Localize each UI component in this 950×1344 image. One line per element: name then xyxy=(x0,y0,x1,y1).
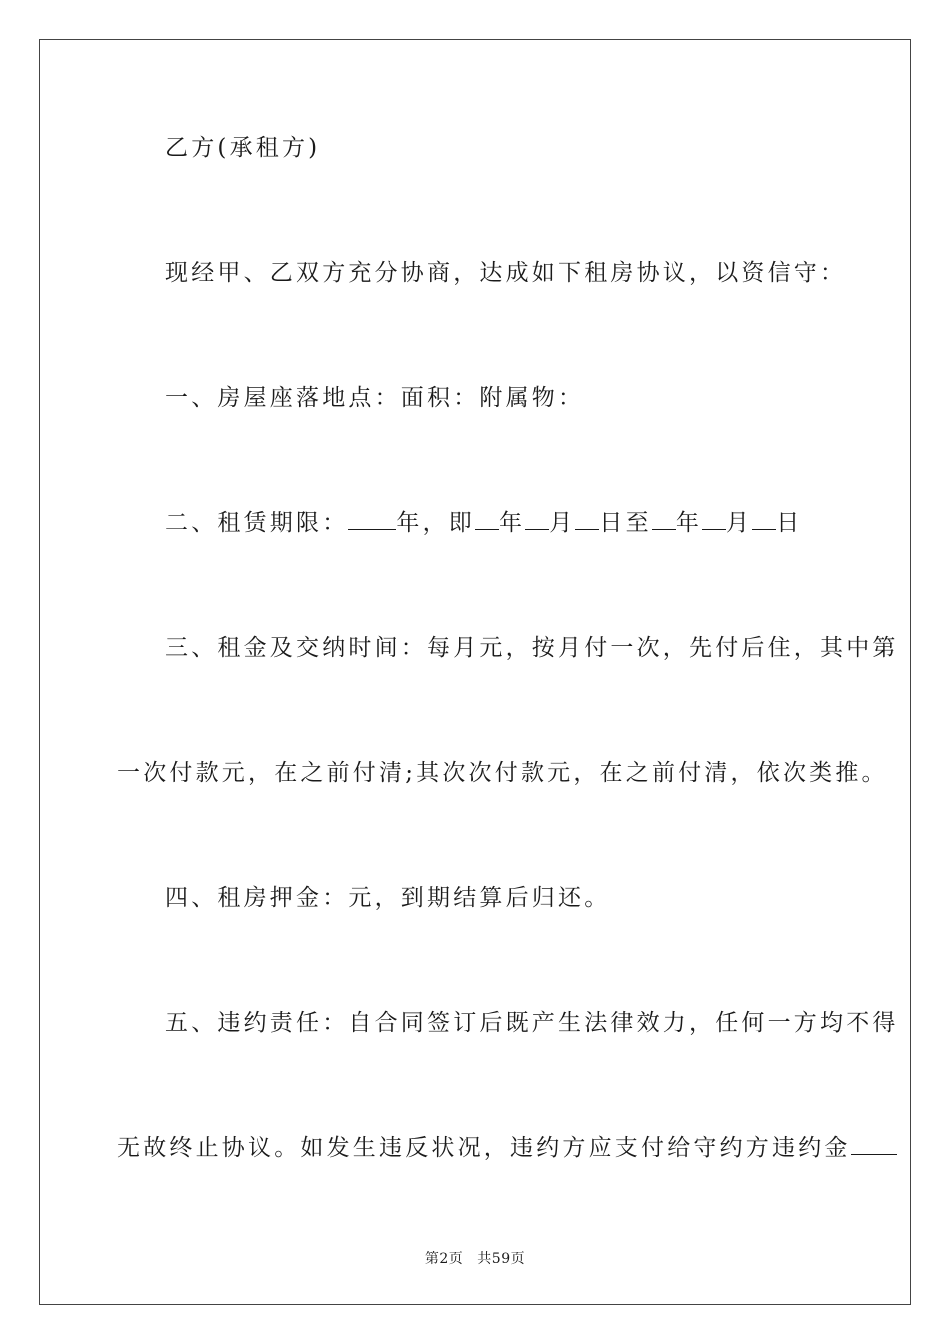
lease-term-text: 日 xyxy=(776,510,803,536)
page-number: 第2页 xyxy=(424,1251,464,1267)
clause-location: 一、房屋座落地点：面积：附属物： xyxy=(165,385,585,411)
blank-penalty xyxy=(851,1134,897,1155)
lease-term-text: 月 xyxy=(726,510,753,536)
page-border xyxy=(39,39,911,1305)
lease-term-text: 年 xyxy=(499,510,526,536)
breach-text: 无故终止协议。如发生违反状况，违约方应支付给守约方违约金 xyxy=(117,1135,851,1161)
blank-start-month xyxy=(525,509,549,530)
blank-start-day xyxy=(575,509,599,530)
clause-deposit: 四、租房押金：元，到期结算后归还。 xyxy=(165,885,611,911)
clause-rent-line-2: 一次付款元，在之前付清;其次次付款元，在之前付清，依次类推。 xyxy=(117,760,888,786)
party-b-line: 乙方(承租方) xyxy=(165,135,321,161)
blank-end-day xyxy=(752,509,776,530)
blank-end-month xyxy=(702,509,726,530)
lease-term-text: 日至 xyxy=(599,510,652,536)
lease-term-text: 月 xyxy=(549,510,576,536)
clause-lease-term xyxy=(165,508,802,538)
lease-term-label: 二、租赁期限： xyxy=(165,510,349,536)
lease-term-text: 年，即 xyxy=(396,510,476,536)
intro-paragraph: 现经甲、乙双方充分协商，达成如下租房协议，以资信守： xyxy=(165,260,847,286)
blank-start-year xyxy=(475,509,499,530)
clause-rent-line-1: 三、租金及交纳时间：每月元，按月付一次，先付后住，其中第 xyxy=(165,635,899,661)
clause-breach-line-1: 五、违约责任：自合同签订后既产生法律效力，任何一方均不得 xyxy=(165,1010,899,1036)
clause-breach-line-2 xyxy=(117,1133,897,1163)
blank-years xyxy=(348,509,396,530)
blank-end-year xyxy=(652,509,676,530)
lease-term-text: 年 xyxy=(675,510,703,536)
page-footer xyxy=(0,1248,950,1268)
page-total: 共59页 xyxy=(477,1251,526,1267)
